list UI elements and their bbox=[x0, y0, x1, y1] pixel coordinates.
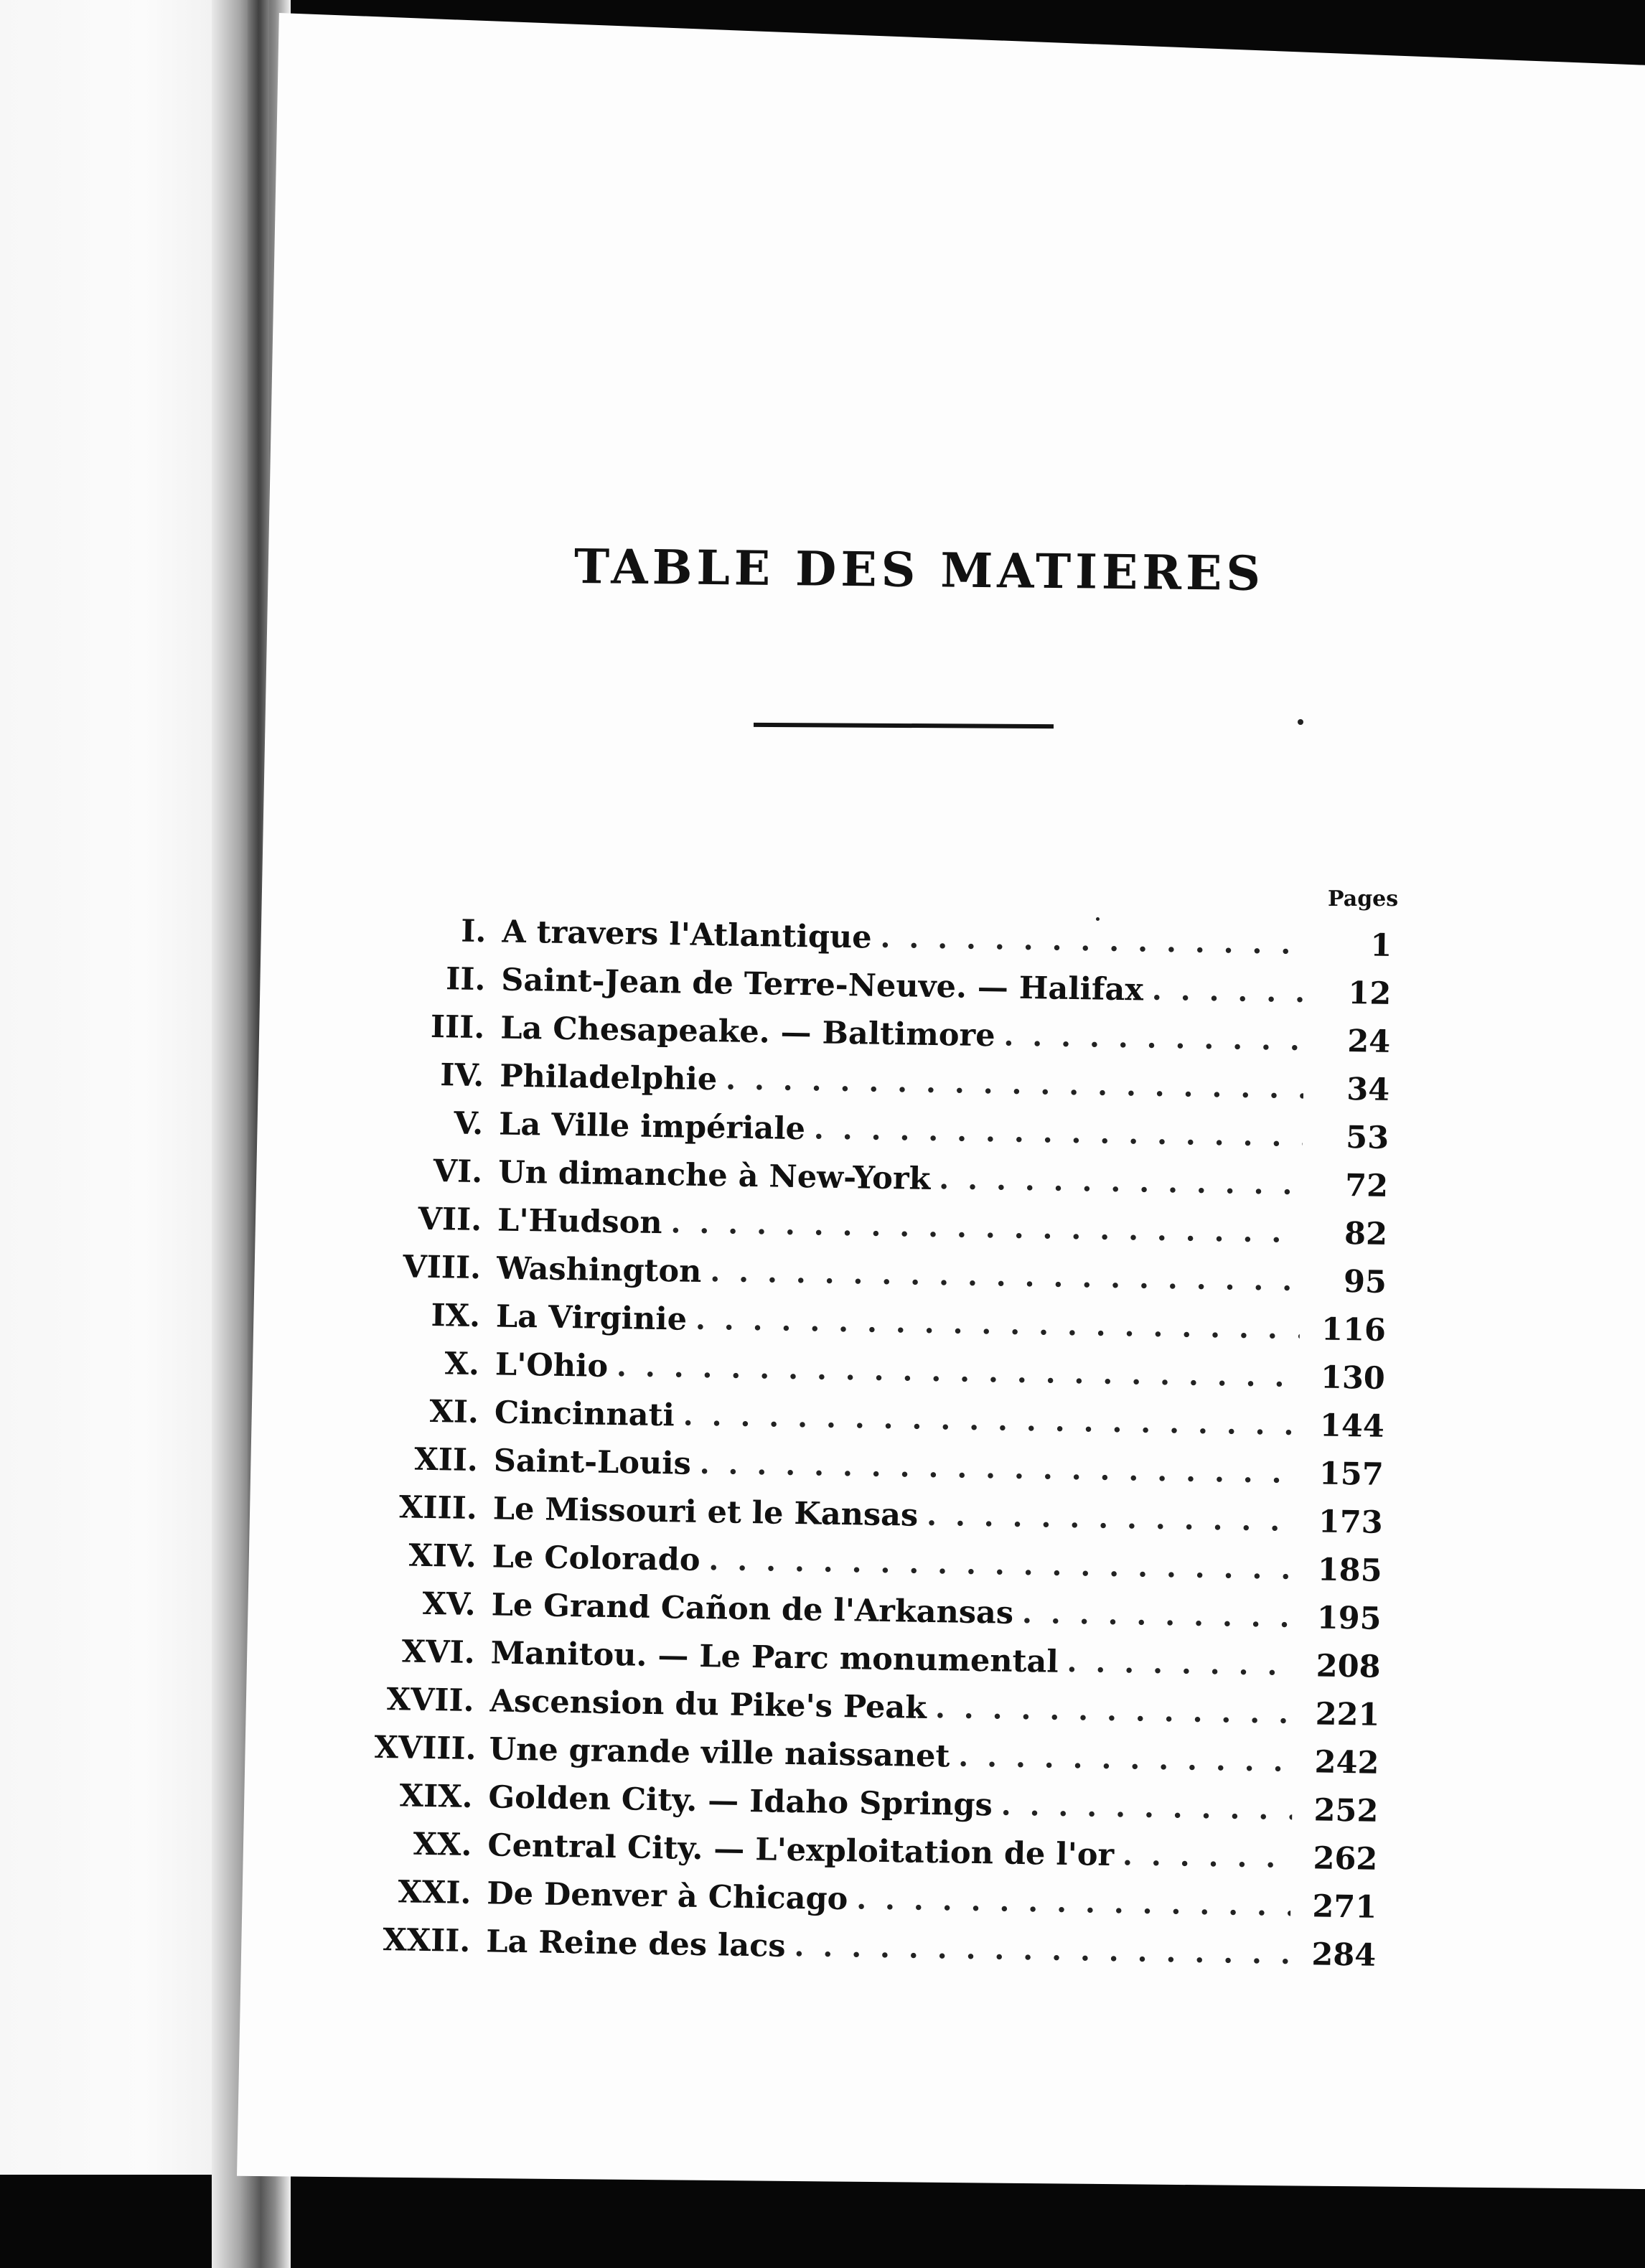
dot-leader bbox=[856, 1875, 1291, 1929]
chapter-number: XVII. bbox=[386, 1681, 475, 1719]
chapter-number: XV. bbox=[422, 1585, 477, 1623]
dot-leader bbox=[1123, 1831, 1292, 1882]
chapter-number: X. bbox=[444, 1345, 480, 1382]
pages-column-label: Pages bbox=[1328, 886, 1399, 912]
chapter-number: XI. bbox=[429, 1393, 479, 1430]
dot-leader bbox=[880, 914, 1306, 968]
dot-leader bbox=[958, 1733, 1293, 1786]
chapter-number: VIII. bbox=[403, 1248, 482, 1286]
page-number: 157 bbox=[1318, 1455, 1384, 1493]
chapter-title: L'Ohio bbox=[495, 1346, 609, 1384]
page-number: 1 bbox=[1369, 927, 1392, 964]
chapter-number: II. bbox=[445, 960, 486, 998]
dot-leader bbox=[1000, 1781, 1293, 1834]
page-number: 116 bbox=[1321, 1311, 1387, 1349]
chapter-title: Ascension du Pike's Peak bbox=[489, 1682, 927, 1726]
dot-leader bbox=[794, 1922, 1290, 1978]
title-rule bbox=[754, 723, 1054, 728]
chapter-title: Golden City. — Idaho Springs bbox=[488, 1779, 993, 1823]
page-number: 185 bbox=[1317, 1551, 1383, 1589]
chapter-title: Le Colorado bbox=[492, 1538, 700, 1578]
page-number: 271 bbox=[1312, 1888, 1377, 1926]
chapter-title: Philadelphie bbox=[499, 1057, 718, 1097]
dot-leader bbox=[1151, 966, 1305, 1016]
chapter-number: XII. bbox=[413, 1441, 479, 1479]
page-number: 82 bbox=[1344, 1215, 1388, 1252]
chapter-title: La Virginie bbox=[495, 1298, 688, 1338]
page-number: 208 bbox=[1316, 1647, 1381, 1685]
dot-leader bbox=[726, 1055, 1304, 1112]
page-number: 12 bbox=[1348, 975, 1392, 1012]
chapter-number: XIII. bbox=[398, 1489, 478, 1527]
dot-leader bbox=[813, 1105, 1303, 1161]
chapter-title: De Denver à Chicago bbox=[487, 1875, 848, 1917]
chapter-number: XIX. bbox=[399, 1777, 473, 1815]
chapter-title: Le Grand Cañon de l'Arkansas bbox=[491, 1586, 1014, 1631]
dot-leader bbox=[710, 1247, 1301, 1305]
chapter-number: XXII. bbox=[383, 1921, 471, 1959]
chapter-title: Washington bbox=[496, 1250, 702, 1290]
page-number: 24 bbox=[1346, 1023, 1391, 1060]
dot-leader bbox=[939, 1155, 1303, 1209]
chapter-title: Le Missouri et le Kansas bbox=[492, 1490, 919, 1534]
page-number: 130 bbox=[1320, 1359, 1386, 1397]
page-number: 95 bbox=[1343, 1263, 1387, 1301]
page-number: 252 bbox=[1313, 1791, 1379, 1829]
table-of-contents bbox=[371, 906, 1392, 1979]
dot-leader bbox=[1003, 1012, 1305, 1065]
page-number: 72 bbox=[1344, 1167, 1389, 1204]
chapter-title: Saint-Jean de Terre-Neuve. — Halifax bbox=[501, 962, 1144, 1008]
chapter-title: A travers l'Atlantique bbox=[502, 914, 872, 956]
chapter-title: La Reine des lacs bbox=[485, 1923, 786, 1964]
page-number: 34 bbox=[1346, 1071, 1390, 1108]
chapter-number: IV. bbox=[439, 1056, 484, 1094]
chapter-number: VI. bbox=[433, 1153, 483, 1190]
dot-leader bbox=[708, 1536, 1296, 1593]
page-number: 284 bbox=[1311, 1936, 1377, 1974]
page-number: 53 bbox=[1345, 1119, 1389, 1156]
chapter-title: Central City. — L'exploitation de l'or bbox=[487, 1827, 1115, 1873]
page-number: 195 bbox=[1316, 1599, 1382, 1637]
chapter-title: La Ville impériale bbox=[498, 1105, 806, 1147]
chapter-title: La Chesapeake. — Baltimore bbox=[500, 1009, 995, 1054]
chapter-number: V. bbox=[454, 1105, 484, 1142]
chapter-title: Saint-Louis bbox=[493, 1442, 692, 1482]
chapter-number: VII. bbox=[418, 1201, 482, 1238]
chapter-title: Un dimanche à New-York bbox=[497, 1153, 931, 1197]
page-number: 242 bbox=[1314, 1743, 1379, 1781]
chapter-number: III. bbox=[430, 1008, 485, 1046]
dot-leader bbox=[927, 1491, 1298, 1545]
chapter-number: XIV. bbox=[408, 1537, 477, 1575]
page-title: TABLE DES MATIERES bbox=[573, 538, 1265, 602]
chapter-title: Cincinnati bbox=[494, 1394, 675, 1433]
dot-leader bbox=[1022, 1589, 1296, 1641]
chapter-title: Manitou. — Le Parc monumental bbox=[490, 1634, 1059, 1680]
chapter-title: Une grande ville naissanet bbox=[489, 1730, 950, 1774]
dot-leader bbox=[935, 1684, 1294, 1738]
chapter-title: L'Hudson bbox=[497, 1201, 663, 1241]
chapter-number: XXI. bbox=[398, 1873, 472, 1911]
page-number: 262 bbox=[1313, 1840, 1378, 1878]
page-number: 173 bbox=[1318, 1503, 1384, 1541]
chapter-number: IX. bbox=[431, 1297, 481, 1334]
chapter-number: XX. bbox=[413, 1826, 472, 1863]
page-number: 221 bbox=[1315, 1695, 1380, 1733]
chapter-number: XVI. bbox=[401, 1633, 476, 1671]
page-number: 144 bbox=[1319, 1407, 1385, 1445]
chapter-number: I. bbox=[460, 913, 487, 950]
ink-speck bbox=[1298, 719, 1303, 725]
chapter-number: XVIII. bbox=[374, 1729, 477, 1767]
dot-leader bbox=[1067, 1638, 1295, 1690]
